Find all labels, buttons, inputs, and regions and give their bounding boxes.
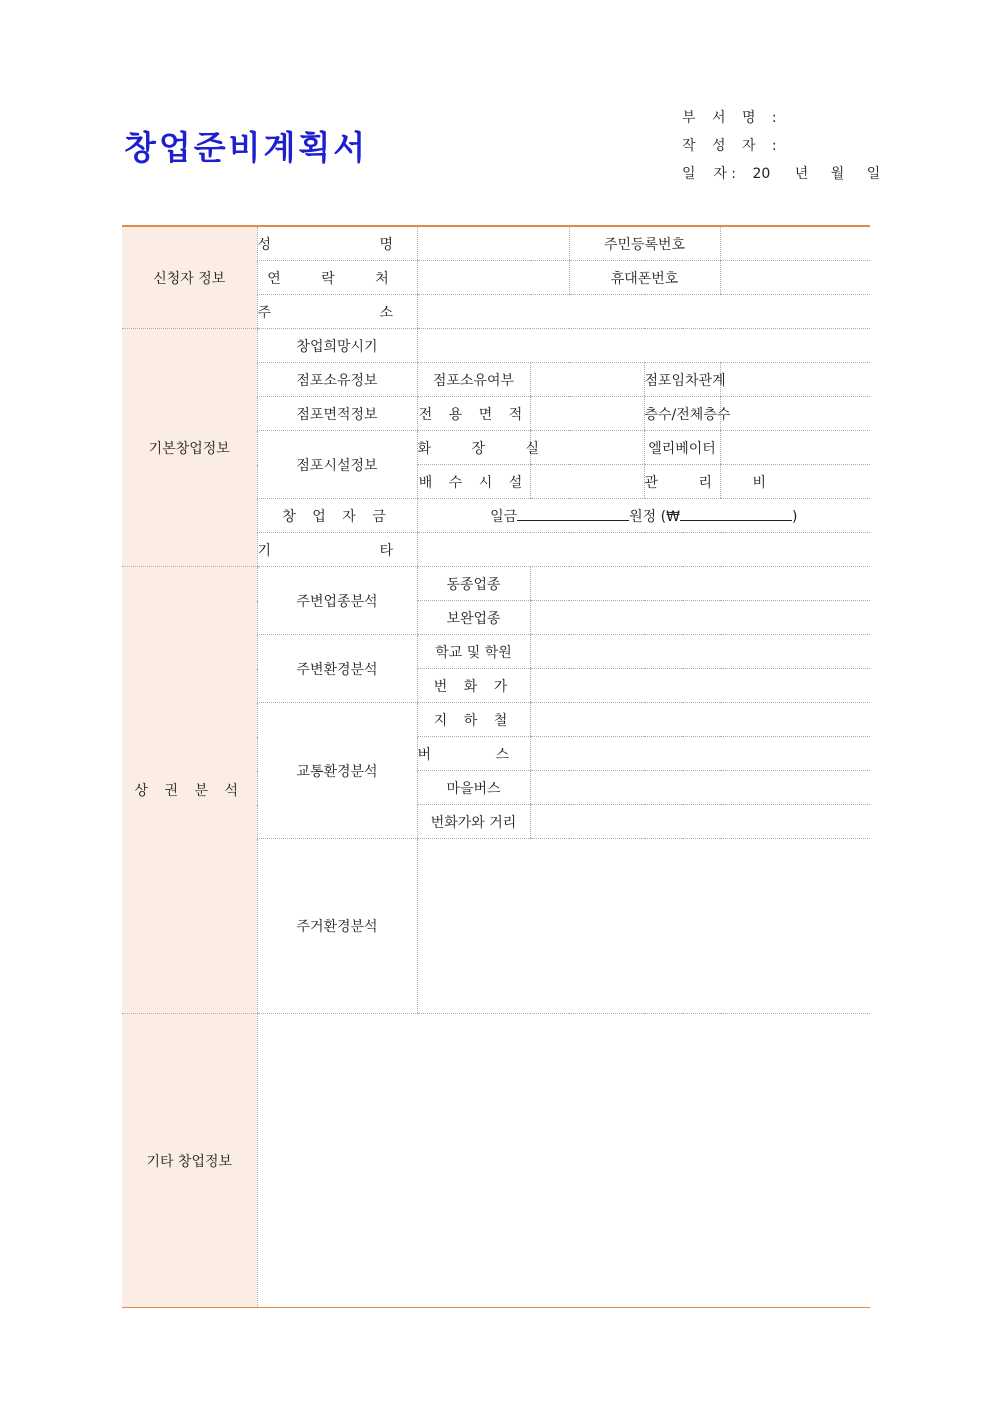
label-elevator: 엘리베이터 (644, 431, 720, 465)
row-name (122, 226, 870, 261)
section-applicant: 신청자 정보 (122, 226, 257, 329)
field-subway[interactable] (530, 703, 870, 737)
document-meta (682, 104, 880, 188)
funds-amount-line[interactable] (517, 506, 629, 521)
field-other-info[interactable] (257, 1014, 870, 1308)
label-store-owner-yn: 점포소유여부 (417, 363, 530, 397)
row-desired-time (122, 329, 870, 363)
label-store-facility: 점포시설정보 (257, 431, 417, 499)
label-drainage: 배 수 시 설 (417, 465, 530, 499)
date-row (682, 160, 880, 188)
label-exclusive-area: 전 용 면 적 (417, 397, 530, 431)
funds-suffix: ) (791, 508, 798, 525)
funds-mid: 원정 (₩ (629, 508, 680, 525)
plan-form-table (122, 225, 870, 1308)
section-other-info: 기타 창업정보 (122, 1014, 257, 1308)
label-downtown-distance: 번화가와 거리 (417, 805, 530, 839)
field-bus[interactable] (530, 737, 870, 771)
document-title: 창업준비계획서 (124, 128, 369, 167)
field-resident-no[interactable] (720, 226, 870, 261)
field-desired-time[interactable] (417, 329, 870, 363)
label-resident-no: 주민등록번호 (569, 226, 720, 261)
label-other: 기 타 (257, 533, 417, 567)
label-restroom: 화 장 실 (417, 431, 530, 465)
label-maintenance: 관 리 비 (644, 465, 720, 499)
section-basic: 기본창업정보 (122, 329, 257, 567)
field-complementary[interactable] (530, 601, 870, 635)
label-downtown: 번 화 가 (417, 669, 530, 703)
label-store-lease: 점포임차관계 (644, 363, 720, 397)
row-other-info (122, 1014, 870, 1308)
label-desired-time: 창업희망시기 (257, 329, 417, 363)
label-name: 성 명 (257, 226, 417, 261)
field-other[interactable] (417, 533, 870, 567)
date-day: 일 (866, 166, 881, 182)
field-exclusive-area[interactable] (530, 397, 644, 431)
label-store-owner-info: 점포소유정보 (257, 363, 417, 397)
field-store-owner-yn[interactable] (530, 363, 644, 397)
label-village-bus: 마을버스 (417, 771, 530, 805)
field-downtown-distance[interactable] (530, 805, 870, 839)
label-transport: 교통환경분석 (257, 703, 417, 839)
field-same-business[interactable] (530, 567, 870, 601)
field-store-lease[interactable] (720, 363, 870, 397)
label-funds: 창 업 자 금 (257, 499, 417, 533)
field-funds[interactable] (417, 499, 870, 533)
label-nearby-business: 주변업종분석 (257, 567, 417, 635)
field-elevator[interactable] (720, 431, 870, 465)
field-downtown[interactable] (530, 669, 870, 703)
label-subway: 지 하 철 (417, 703, 530, 737)
field-residential[interactable] (417, 839, 870, 1014)
label-complementary: 보완업종 (417, 601, 530, 635)
dept-label: 부 서 명 : (682, 110, 783, 126)
label-residential: 주거환경분석 (257, 839, 417, 1014)
label-bus: 버 스 (417, 737, 530, 771)
section-market: 상 권 분 석 (122, 567, 257, 1014)
date-label: 일 자 : (682, 166, 737, 182)
field-mobile[interactable] (720, 261, 870, 295)
author-row (682, 132, 880, 160)
dept-row (682, 104, 880, 132)
label-nearby-env: 주변환경분석 (257, 635, 417, 703)
field-floors[interactable] (720, 397, 870, 431)
date-prefix: 20 (752, 166, 771, 182)
field-village-bus[interactable] (530, 771, 870, 805)
date-year: 년 (794, 166, 809, 182)
row-same-business (122, 567, 870, 601)
field-contact[interactable] (417, 261, 569, 295)
funds-prefix: 일금 (490, 508, 518, 525)
field-drainage[interactable] (530, 465, 644, 499)
author-label: 작 성 자 : (682, 138, 783, 154)
label-school: 학교 및 학원 (417, 635, 530, 669)
funds-won-line[interactable] (680, 506, 792, 521)
date-month: 월 (830, 166, 845, 182)
label-store-area-info: 점포면적정보 (257, 397, 417, 431)
label-contact: 연 락 처 (257, 261, 417, 295)
label-floors: 층수/전체층수 (644, 397, 720, 431)
label-same-business: 동종업종 (417, 567, 530, 601)
field-school[interactable] (530, 635, 870, 669)
label-address: 주 소 (257, 295, 417, 329)
field-address[interactable] (417, 295, 870, 329)
label-mobile: 휴대폰번호 (569, 261, 720, 295)
